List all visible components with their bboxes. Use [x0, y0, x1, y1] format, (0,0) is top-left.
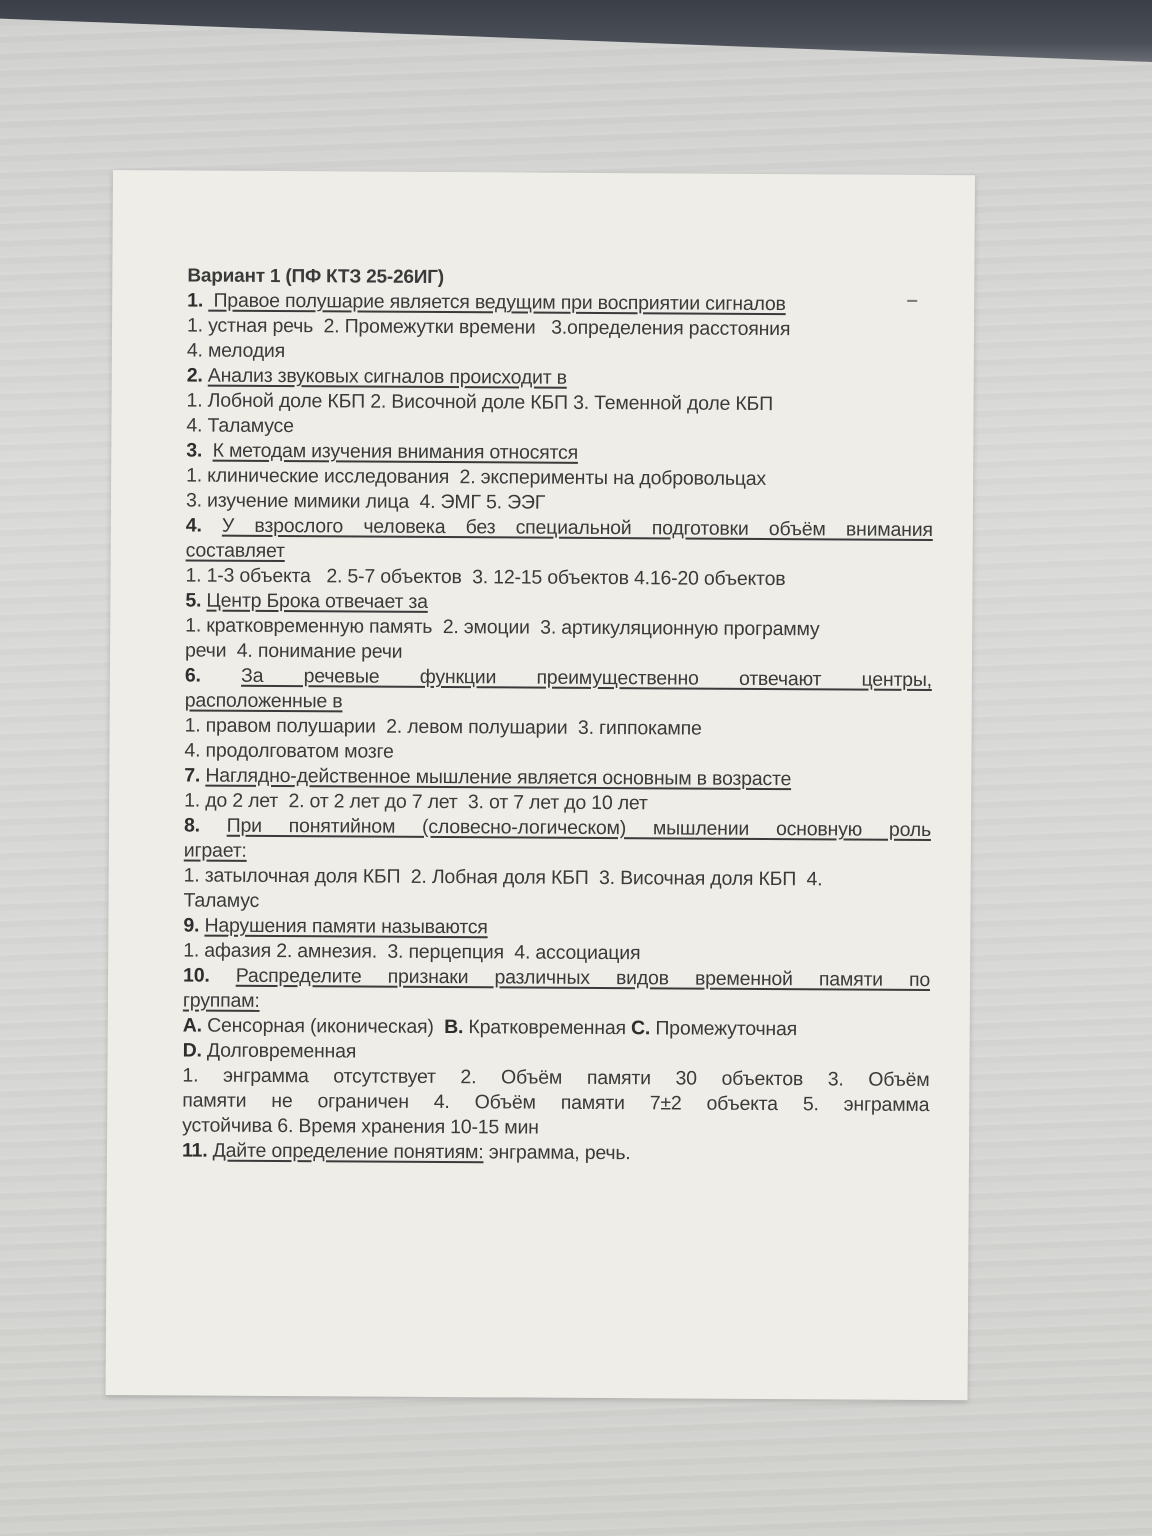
- answer-text: энграмма, речь.: [483, 1141, 631, 1165]
- question-text: Распределите признаки различных видов временной памяти по: [235, 964, 931, 992]
- question-text: играет:: [183, 839, 247, 862]
- answer-text: речи 4. понимание речи: [184, 639, 403, 663]
- answer-text: Промежуточная: [655, 1017, 798, 1041]
- answer-text: 1. правом полушарии 2. левом полушарии 3. гиппокампе: [184, 714, 702, 740]
- document-title: Вариант 1 (ПФ КТЗ 25-26ИГ): [187, 265, 444, 289]
- item-number: C.: [631, 1017, 656, 1040]
- item-number: 1.: [187, 289, 209, 312]
- document-line: [183, 963, 930, 993]
- item-number: 4.: [185, 514, 223, 537]
- question-text: расположенные в: [184, 689, 343, 713]
- item-number: 10.: [183, 964, 236, 987]
- answer-text: 1. афазия 2. амнезия. 3. перцепция 4. ассоциация: [183, 939, 641, 965]
- item-number: 9.: [183, 914, 205, 937]
- item-number: A.: [182, 1014, 208, 1037]
- document-content: [182, 263, 934, 1168]
- answer-text: Сенсорная (иконическая): [207, 1014, 445, 1039]
- item-number: 11.: [181, 1139, 213, 1162]
- answer-text: памяти не ограничен 4. Объём памяти 7±2 объекта 5. энграмма: [182, 1089, 930, 1117]
- answer-text: Кратковременная: [468, 1016, 632, 1040]
- answer-text: Долговременная: [206, 1039, 357, 1063]
- document-line: [187, 388, 934, 418]
- item-number: B.: [444, 1016, 469, 1039]
- item-number: D.: [182, 1039, 208, 1062]
- item-number: 7.: [184, 764, 206, 787]
- question-text: Нарушения памяти называются: [204, 914, 488, 939]
- answer-text: 4. мелодия: [186, 339, 286, 363]
- answer-text: 1. энграмма отсутствует 2. Объём памяти 30 объектов 3. Объём: [182, 1064, 930, 1092]
- item-number: 5.: [185, 589, 207, 612]
- question-text: группам:: [182, 989, 260, 1012]
- document-line: [187, 313, 934, 343]
- document-line: [184, 813, 931, 843]
- item-number: 8.: [183, 814, 227, 837]
- answer-text: 1. 1-3 объекта 2. 5-7 объектов 3. 12-15 объектов 4.16-20 объектов: [185, 564, 786, 591]
- question-text: составляет: [185, 539, 285, 563]
- question-text: За речевые функции преимущественно отвечают центры,: [241, 664, 932, 692]
- question-text: Наглядно-действенное мышление является основным в возрасте: [205, 764, 792, 791]
- question-text: Центр Брока отвечает за: [206, 589, 428, 613]
- question-text: Дайте определение понятиям:: [212, 1139, 484, 1164]
- answer-text: 1. до 2 лет 2. от 2 лет до 7 лет 3. от 7 лет до 10 лет: [184, 789, 648, 815]
- item-number: 6.: [184, 664, 242, 687]
- answer-text: устойчива 6. Время хранения 10-15 мин: [182, 1114, 539, 1139]
- item-number: 3.: [186, 439, 213, 462]
- answer-text: 4. Таламусе: [186, 414, 294, 438]
- document-line: [186, 513, 933, 543]
- question-text: К методам изучения внимания относятся: [212, 439, 579, 464]
- answer-text: 1. затылочная доля КБП 2. Лобная доля КБП 3. Височная доля КБП 4.: [183, 864, 823, 891]
- question-text: У взрослого человека без специальной подготовки объём внимания: [221, 514, 933, 542]
- answer-text: 1. Лобной доле КБП 2. Височной доле КБП 3. Теменной доле КБП: [186, 389, 774, 416]
- document-line: [182, 1138, 929, 1168]
- answer-text: Таламус: [183, 889, 260, 912]
- document-line: [184, 863, 931, 893]
- item-number: 2.: [186, 364, 208, 387]
- answer-text: 4. продолговатом мозге: [184, 739, 394, 763]
- paper-sheet: [106, 170, 975, 1400]
- question-text: Правое полушарие является ведущим при восприятии сигналов: [208, 289, 786, 316]
- question-text: Анализ звуковых сигналов происходит в: [207, 364, 567, 389]
- answer-text: 1. кратковременную память 2. эмоции 3. артикуляционную программу: [185, 614, 820, 641]
- question-text: При понятийном (словесно-логическом) мышлении основную роль: [226, 814, 932, 842]
- question-list: [182, 288, 934, 1168]
- answer-text: 1. устная речь 2. Промежутки времени 3.определения расстояния: [186, 314, 791, 341]
- answer-text: 3. изучение мимики лица 4. ЭМГ 5. ЭЭГ: [185, 489, 546, 514]
- answer-text: 1. клинические исследования 2. эксперименты на добровольцах: [186, 464, 767, 490]
